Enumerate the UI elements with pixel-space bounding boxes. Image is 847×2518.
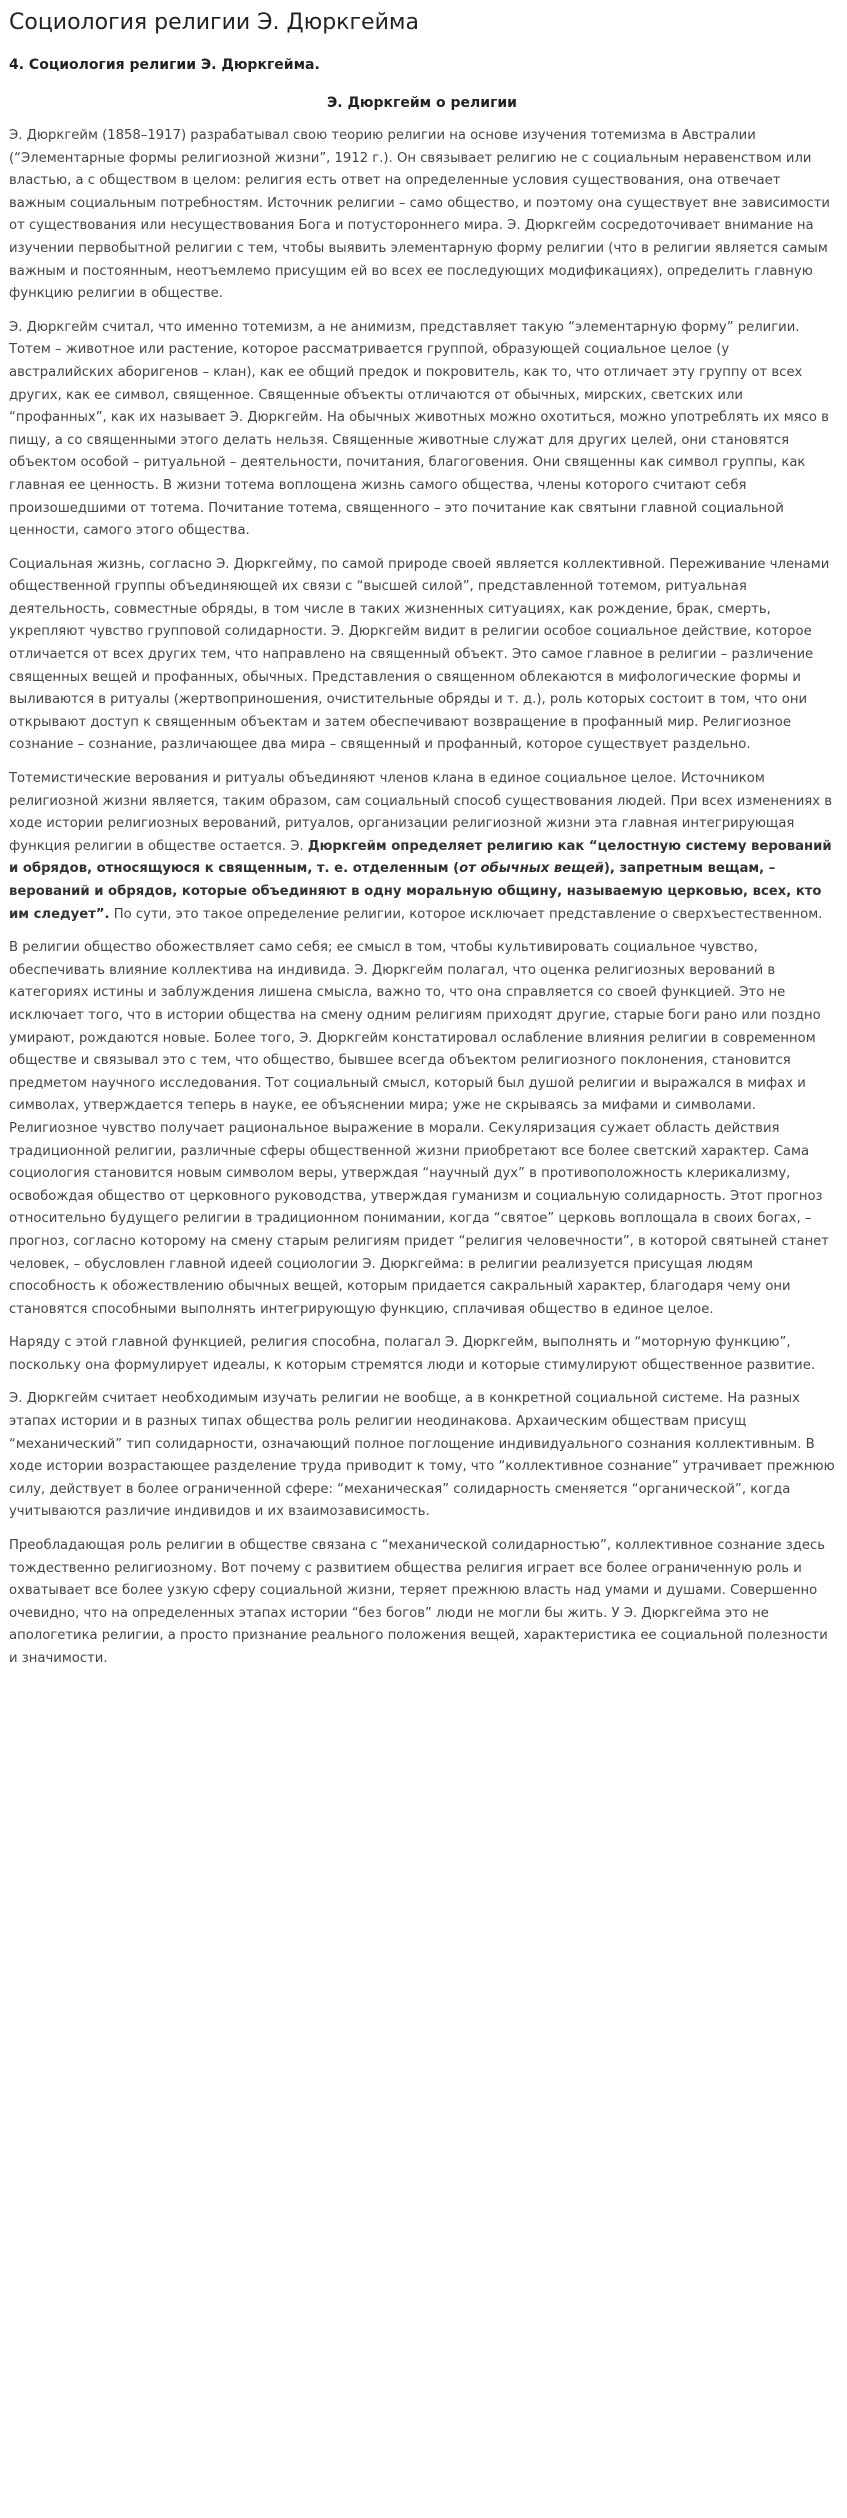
section-heading: 4. Социология религии Э. Дюркгейма. xyxy=(9,57,320,73)
paragraph-4-lead: Тотемистические верования и ритуалы объединяют членов клана в единое социальное целое. Источником религиозной жизни является, таким образом, сам социальный способ существования людей. При всех изменениях в ходе истории религиозных верований, ритуалов, организации религиозной жизни эта главная интегрирующая функция религии в обществе остается. Э. xyxy=(9,771,833,854)
subheading: Э. Дюркгейм о религии xyxy=(326,95,517,111)
paragraph-5: В религии общество обожествляет само себя; ее смысл в том, чтобы культивировать социальное чувство, обеспечивать влияние коллектива на индивида. Э. Дюркгейм полагал, что оценка религиозных верований в категориях истины и заблуждения лишена смысла, важно то, что она справляется со своей функцией. Это не исключает того, что в истории общества на смену одним религиям приходят другие, старые боги рано или поздно умирают, рождаются новые. Более того, Э. Дюркгейм констатировал ослабление влияния религии в современном обществе и связывал это с тем, что общество, бывшее всегда объектом религиозного поклонения, становится предметом научного исследования. Тот социальный смысл, который был душой религии и выражался в мифах и символах, утверждается теперь в науке, ее объяснении мира; уже не скрываясь за мифами и символами. Религиозное чувство получает рациональное выражение в морали. Секуляризация сужает область действия традиционной религии, различные сферы общественной жизни приобретают все более светский характер. Сама социология становится новым символом веры, утверждая “научный дух” в противоположность клерикализму, освобождая общество от церковного руководства, утверждая гуманизм и социальную солидарность. Этот прогноз относительно будущего религии в традиционном понимании, когда “святое” церковь воплощала в своих богах, – прогноз, согласно которому на смену старым религиям придет “религия человечности”, в которой святыней станет человек, – обусловлен главной идеей социологии Э. Дюркгейма: в религии реализуется присущая людям способность к обожествлению обычных вещей, которым придается сакральный характер, благодаря чему они становятся способными выполнять интегрирующую функцию, сплачивая общество в единое целое. xyxy=(9,940,829,1317)
page-title: Социология религии Э. Дюркгейма xyxy=(9,10,419,35)
religion-definition-part-1: Дюркгейм определяет религию как “целостную систему верований и обрядов, относящуюся к священным, т. е. отделенным ( xyxy=(9,838,832,877)
paragraph-8: Преобладающая роль религии в обществе связана с “механической солидарностью”, коллективное сознание здесь тождественно религиозному. Вот почему с развитием общества религия играет все более ограниченную роль и охватывает все более узкую сферу социальной жизни, теряет прежнюю власть над умами и душами. Совершенно очевидно, что на определенных этапах истории “без богов” люди не могли бы жить. У Э. Дюркгейма это не апологетика религии, а просто признание реального положения вещей, характеристика ее социальной полезности и значимости. xyxy=(9,1538,828,1666)
religion-definition-part-2: ), запретным вещам, – верований и обрядов, которые объединяют в одну моральную общину, называемую церковью, всех, кто им следует”. xyxy=(9,861,822,922)
paragraph-1: Э. Дюркгейм (1858–1917) разрабатывал свою теорию религии на основе изучения тотемизма в Австралии (“Элементарные формы религиозной жизни”, 1912 г.). Он связывает религию не с социальным неравенством или властью, а с обществом в целом: религия есть ответ на определенные условия существования, она отвечает важным социальным потребностям. Источник религии – само общество, и поэтому она существует вне зависимости от существования или несуществования Бога и потустороннего мира. Э. Дюркгейм сосредоточивает внимание на изучении первобытной религии с тем, чтобы выявить элементарную форму религии (что в религии является самым важным и постоянным, неотъемлемо присущим ей во всех ее последующих модификациях), определить главную функцию религии в обществе. xyxy=(9,128,830,302)
paragraph-2: Э. Дюркгейм считал, что именно тотемизм, а не анимизм, представляет такую “элементарную форму” религии. Тотем – животное или растение, которое рассматривается группой, образующей социальное целое (у австралийских аборигенов – клан), как ее общий предок и покровитель, как то, что отличает эту группу от всех других, как ее символ, священное. Священные объекты отличаются от обычных, мирских, светских или “профанных”, как их называет Э. Дюркгейм. На обычных животных можно охотиться, можно употреблять их мясо в пищу, а со священными этого делать нельзя. Священные животные служат для других целей, они становятся объектом особой – ритуальной – деятельности, почитания, благоговения. Они священны как символ группы, как главная ее ценность. В жизни тотема воплощена жизнь самого общества, члены которого считают себя произошедшими от тотема. Почитание тотема, священного – это почитание как святыни главной социальной ценности, самого этого общества. xyxy=(9,319,829,539)
paragraph-4 xyxy=(9,768,835,926)
paragraph-6: Наряду с этой главной функцией, религия способна, полагал Э. Дюркгейм, выполнять и “моторную функцию”, поскольку она формулирует идеалы, к которым стремятся люди и которые стимулируют общественное развитие. xyxy=(9,1335,816,1373)
religion-definition-italic: от обычных вещей xyxy=(459,861,604,877)
paragraph-7: Э. Дюркгейм считает необходимым изучать религии не вообще, а в конкретной социальной системе. На разных этапах истории и в разных типах общества роль религии неодинакова. Архаическим обществам присущ “механический” тип солидарности, означающий полное поглощение индивидуального сознания коллективным. В ходе истории возрастающее разделение труда приводит к тому, что “коллективное сознание” утрачивает прежнюю силу, действует в более ограниченной сфере: “механическая” солидарность сменяется “органической”, когда учитываются различие индивидов и их взаимозависимость. xyxy=(9,1391,835,1520)
paragraph-3: Социальная жизнь, согласно Э. Дюркгейму, по самой природе своей является коллективной. Переживание членами общественной группы объединяющей их связи с “высшей силой”, представленной тотемом, ритуальная деятельность, совместные обряды, в том числе в таких жизненных ситуациях, как рождение, брак, смерть, укрепляют чувство групповой солидарности. Э. Дюркгейм видит в религии особое социальное действие, которое отличается от всех других тем, что направлено на священный объект. Это самое главное в религии – различение священных вещей и профанных, обычных. Представления о священном облекаются в мифологические формы и выливаются в ритуалы (жертвоприношения, очистительные обряды и т. д.), роль которых состоит в том, что они открывают доступ к священным объектам и затем обеспечивают возвращение в профанный мир. Религиозное сознание – сознание, различающее два мира – священный и профанный, которое существует раздельно. xyxy=(9,556,830,753)
paragraph-4-tail: По сути, это такое определение религии, которое исключает представление о сверхъестественном. xyxy=(109,906,823,922)
